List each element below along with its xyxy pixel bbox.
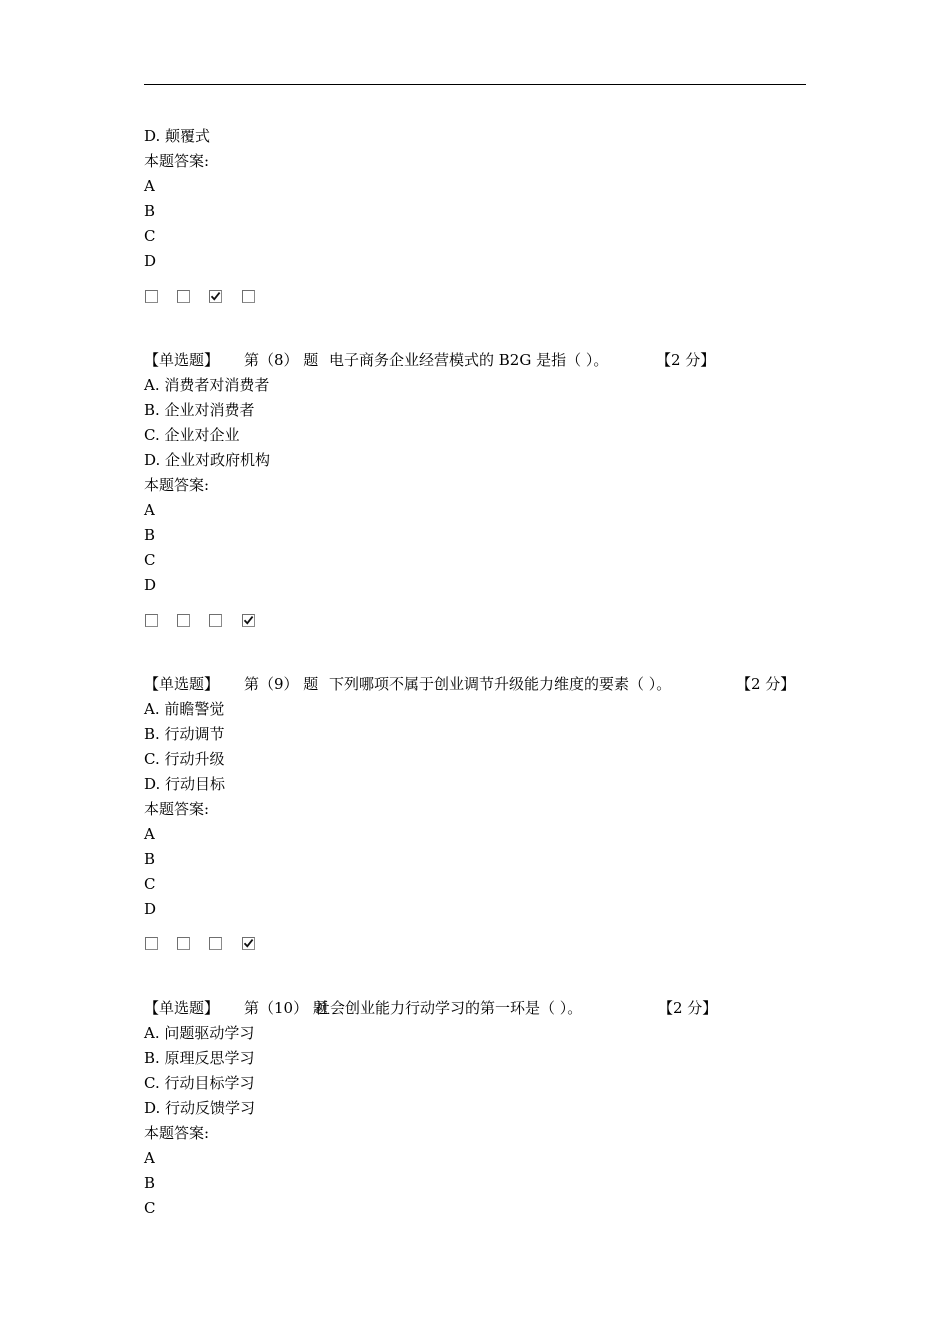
option-b-q8: B. 企业对消费者 — [144, 401, 255, 419]
header-rule — [144, 84, 806, 85]
option-d-q9: D. 行动目标 — [144, 775, 226, 793]
question-header-q8 — [144, 350, 806, 370]
answer-letter-b-q8: B — [144, 526, 156, 544]
answer-letter-a-q9: A — [144, 825, 155, 843]
check-mark-icon — [243, 615, 254, 626]
option-d-q8: D. 企业对政府机构 — [144, 451, 271, 469]
question-text-q10: 社会创业能力行动学习的第一环是（ ）。 — [315, 999, 583, 1017]
question-score-q8: 【2 分】 — [656, 351, 716, 369]
option-d-q10: D. 行动反馈学习 — [144, 1099, 256, 1117]
checkbox-d-q8[interactable] — [242, 614, 255, 627]
option-c-q8: C. 企业对企业 — [144, 426, 240, 444]
answer-letter-a-q10: A — [144, 1149, 155, 1167]
option-c-q10: C. 行动目标学习 — [144, 1074, 255, 1092]
question-type-q8: 【单选题】 — [144, 351, 220, 369]
checkbox-b-q9[interactable] — [177, 937, 190, 950]
checkbox-a-q8[interactable] — [145, 614, 158, 627]
answer-letter-a-q8: A — [144, 501, 155, 519]
answer-letter-b-q9: B — [144, 850, 156, 868]
checkbox-c-q9[interactable] — [209, 937, 222, 950]
question-text-q9: 下列哪项不属于创业调节升级能力维度的要素（ ）。 — [329, 675, 672, 693]
option-b-q9: B. 行动调节 — [144, 725, 225, 743]
question-header-q10 — [144, 998, 806, 1018]
checkbox-b-q7[interactable] — [177, 290, 190, 303]
answer-letter-d-q9: D — [144, 900, 157, 918]
answer-letter-c-q10: C — [144, 1199, 156, 1217]
answer-letter-c-q7: C — [144, 227, 156, 245]
question-type-q9: 【单选题】 — [144, 675, 220, 693]
answer-label-q10: 本题答案: — [144, 1124, 210, 1142]
answer-letter-a-q7: A — [144, 177, 155, 195]
question-header-q9 — [144, 674, 806, 694]
checkbox-c-q8[interactable] — [209, 614, 222, 627]
question-score-q10: 【2 分】 — [658, 999, 718, 1017]
option-a-q8: A. 消费者对消费者 — [144, 376, 270, 394]
option-a-q9: A. 前瞻警觉 — [144, 700, 225, 718]
question-score-q9: 【2 分】 — [736, 675, 796, 693]
option-d-q7: D. 颠覆式 — [144, 127, 211, 145]
question-number-q9: 第（9） 题 — [244, 675, 319, 693]
checkbox-d-q7[interactable] — [242, 290, 255, 303]
answer-label-q8: 本题答案: — [144, 476, 210, 494]
checkbox-a-q7[interactable] — [145, 290, 158, 303]
answer-letter-c-q9: C — [144, 875, 156, 893]
answer-letter-d-q8: D — [144, 576, 157, 594]
option-b-q10: B. 原理反思学习 — [144, 1049, 255, 1067]
answer-letter-b-q7: B — [144, 202, 156, 220]
question-type-q10: 【单选题】 — [144, 999, 220, 1017]
check-mark-icon — [210, 291, 221, 302]
answer-letter-d-q7: D — [144, 252, 157, 270]
answer-label-q9: 本题答案: — [144, 800, 210, 818]
option-a-q10: A. 问题驱动学习 — [144, 1024, 255, 1042]
option-c-q9: C. 行动升级 — [144, 750, 225, 768]
check-mark-icon — [243, 938, 254, 949]
checkbox-a-q9[interactable] — [145, 937, 158, 950]
checkbox-b-q8[interactable] — [177, 614, 190, 627]
checkbox-c-q7[interactable] — [209, 290, 222, 303]
question-number-q8: 第（8） 题 — [244, 351, 319, 369]
answer-label-q7: 本题答案: — [144, 152, 210, 170]
question-number-q10: 第（10） 题 — [244, 999, 328, 1017]
question-text-q8: 电子商务企业经营模式的 B2G 是指（ ）。 — [329, 351, 609, 369]
answer-letter-c-q8: C — [144, 551, 156, 569]
checkbox-d-q9[interactable] — [242, 937, 255, 950]
answer-letter-b-q10: B — [144, 1174, 156, 1192]
